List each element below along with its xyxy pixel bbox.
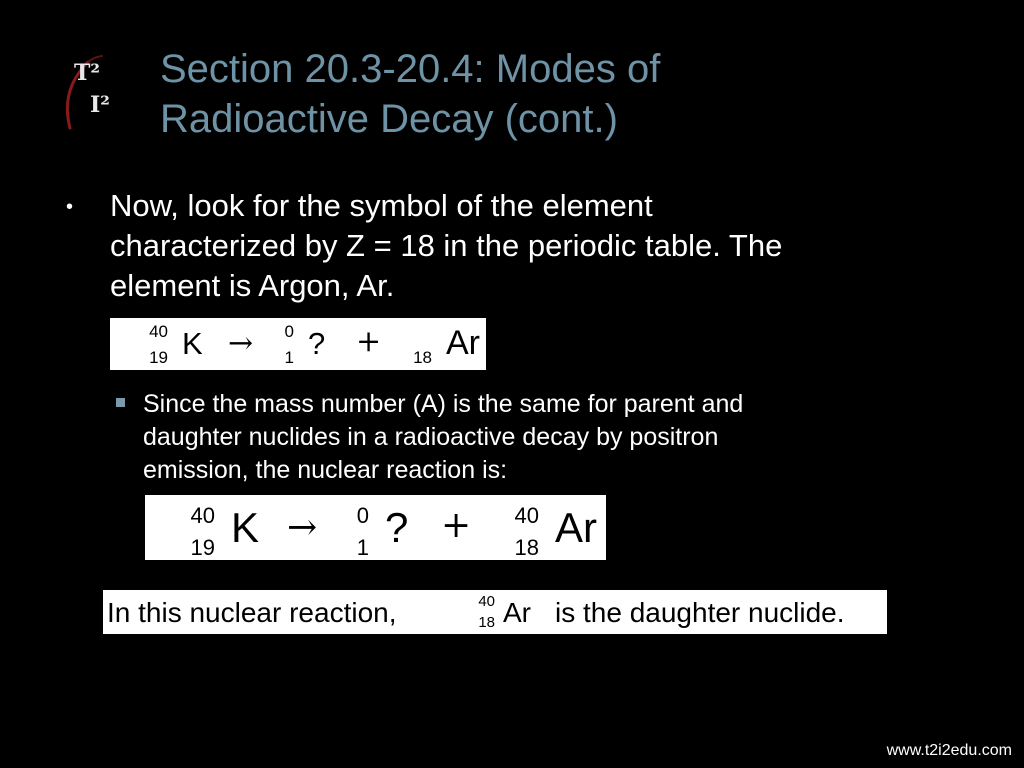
t2i2-logo — [58, 50, 138, 140]
ar-atomic-number: 18 — [478, 614, 495, 631]
footer-url: www.t2i2edu.com — [886, 742, 1012, 759]
main-bullet — [110, 186, 970, 306]
sub-bullet-line-3: emission, the nuclear reaction is: — [143, 456, 508, 484]
ar-atomic-number: 18 — [413, 348, 432, 367]
sub-bullet-square-icon — [116, 398, 125, 407]
bullet-line-1: Now, look for the symbol of the element — [110, 188, 653, 223]
k-mass-number: 40 — [149, 322, 168, 341]
ar-atomic-number: 18 — [514, 535, 539, 560]
bullet-line-2: characterized by Z = 18 in the periodic table. The — [110, 228, 783, 263]
k-symbol: K — [182, 326, 203, 361]
bullet-line-3: element is Argon, Ar. — [110, 268, 395, 303]
q-atomic-number: 1 — [284, 348, 294, 367]
arrow-icon: → — [287, 507, 318, 548]
bullet-dot-icon: • — [66, 196, 74, 218]
slide-title — [160, 44, 980, 144]
k-symbol: K — [231, 504, 260, 551]
conclusion-suffix: is the daughter nuclide. — [555, 597, 845, 628]
plus-icon: + — [441, 505, 472, 546]
title-line-1: Section 20.3-20.4: Modes of — [160, 47, 661, 91]
conclusion-prefix: In this nuclear reaction, — [107, 597, 397, 628]
title-line-2: Radioactive Decay (cont.) — [160, 97, 618, 141]
q-symbol: ? — [308, 326, 326, 361]
ar-mass-number: 40 — [478, 593, 495, 610]
equation-complete — [145, 495, 606, 560]
ar-symbol: Ar — [503, 597, 531, 628]
k-atomic-number: 19 — [190, 535, 215, 560]
q-symbol: ? — [385, 504, 409, 551]
k-mass-number: 40 — [190, 503, 215, 528]
ar-mass-number: 40 — [514, 503, 539, 528]
equation-partial — [110, 318, 486, 370]
q-mass-number: 0 — [356, 503, 369, 528]
conclusion-box — [103, 590, 887, 634]
logo-t-squared: T² — [74, 60, 101, 86]
sub-bullet — [143, 388, 943, 487]
plus-icon: + — [356, 324, 382, 359]
sub-bullet-line-2: daughter nuclides in a radioactive decay by positron — [143, 423, 719, 451]
arrow-icon: → — [228, 326, 254, 361]
k-atomic-number: 19 — [149, 348, 168, 367]
ar-symbol: Ar — [555, 504, 597, 551]
logo-i-squared: I² — [90, 92, 110, 118]
sub-bullet-line-1: Since the mass number (A) is the same for parent and — [143, 390, 744, 418]
q-atomic-number: 1 — [356, 535, 369, 560]
ar-symbol: Ar — [446, 324, 480, 362]
q-mass-number: 0 — [284, 322, 294, 341]
